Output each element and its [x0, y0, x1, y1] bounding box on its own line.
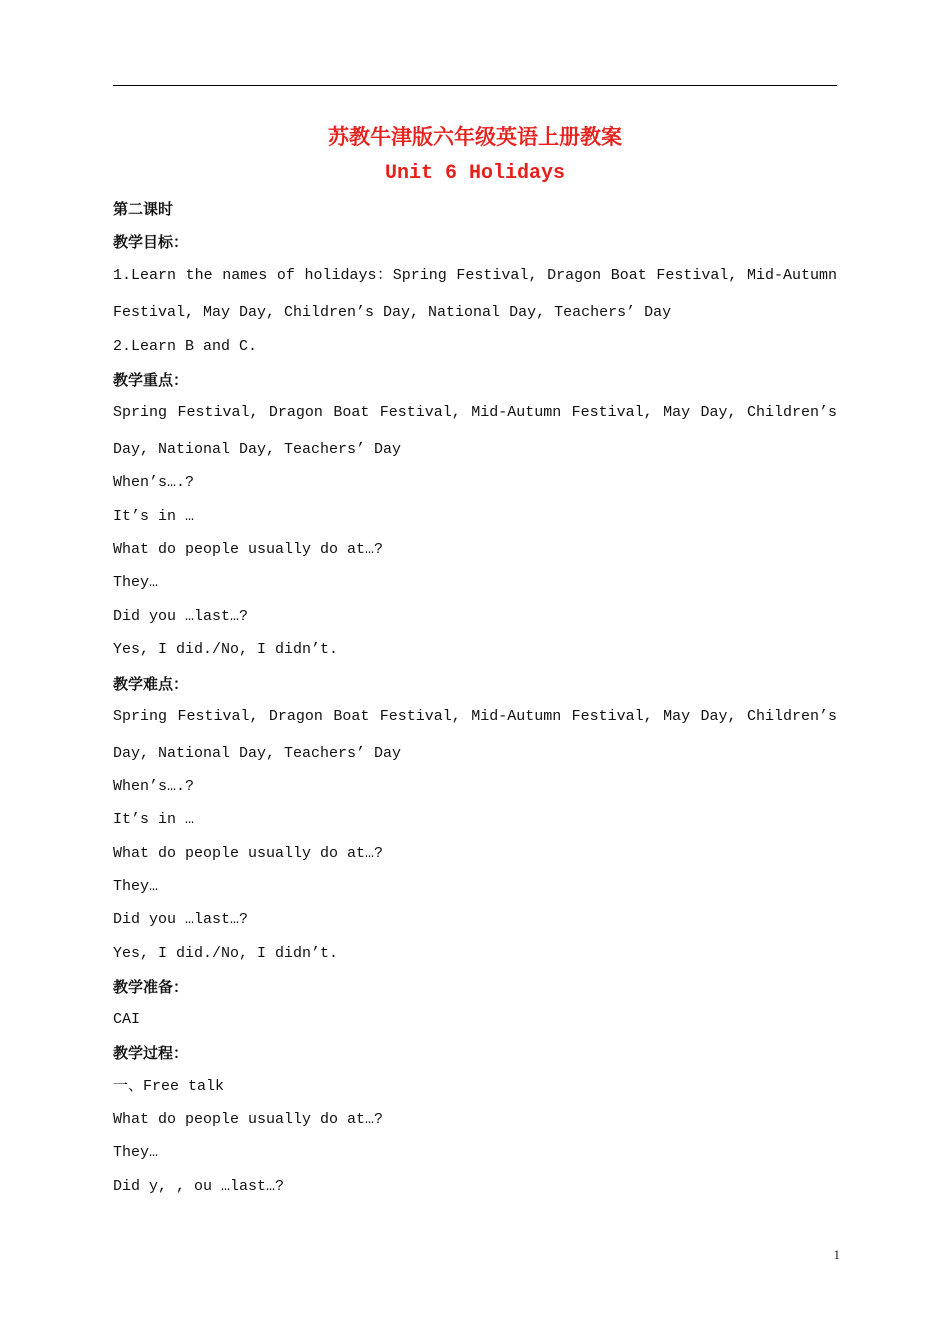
process-line: Did y, , ou …last…?	[113, 1178, 285, 1195]
difficulties-line: It’s in …	[113, 811, 195, 828]
difficulties-heading: 教学难点：	[113, 675, 189, 693]
difficulties-line: When’s….?	[113, 778, 195, 795]
process-line: 一、Free talk	[113, 1078, 225, 1095]
key-points-line: Spring Festival, Dragon Boat Festival, Mid-Autumn Festival, May Day, Children’s	[113, 404, 837, 421]
objectives-line: 2.Learn B and C.	[113, 338, 258, 355]
preparation-text: CAI	[113, 1011, 141, 1028]
objectives-line: 1.Learn the names of holidays：Spring Festival, Dragon Boat Festival, Mid-Autumn	[113, 267, 837, 284]
document-title-cn: 苏教牛津版六年级英语上册教案	[328, 125, 622, 149]
process-heading: 教学过程：	[113, 1044, 189, 1062]
difficulties-line: Yes, I did./No, I didn’t.	[113, 945, 339, 962]
document-title-en: Unit 6 Holidays	[384, 162, 566, 185]
difficulties-line: Did you …last…?	[113, 911, 249, 928]
key-points-line: It’s in …	[113, 508, 195, 525]
key-points-line: Did you …last…?	[113, 608, 249, 625]
objectives-line: Festival, May Day, Children’s Day, National Day, Teachers’ Day	[113, 304, 672, 321]
key-points-line: Yes, I did./No, I didn’t.	[113, 641, 339, 658]
key-points-heading: 教学重点：	[113, 371, 189, 389]
preparation-heading: 教学准备：	[113, 978, 189, 996]
difficulties-line: Spring Festival, Dragon Boat Festival, Mid-Autumn Festival, May Day, Children’s	[113, 708, 837, 725]
key-points-line: When’s….?	[113, 474, 195, 491]
key-points-line: Day, National Day, Teachers’ Day	[113, 441, 402, 458]
process-line: They…	[113, 1144, 159, 1161]
difficulties-line: What do people usually do at…?	[113, 845, 384, 862]
objectives-heading: 教学目标：	[113, 233, 189, 251]
header-rule	[113, 85, 837, 86]
process-line: What do people usually do at…?	[113, 1111, 384, 1128]
key-points-line: What do people usually do at…?	[113, 541, 384, 558]
difficulties-line: Day, National Day, Teachers’ Day	[113, 745, 402, 762]
page-number: 1	[833, 1247, 840, 1262]
difficulties-line: They…	[113, 878, 159, 895]
key-points-line: They…	[113, 574, 159, 591]
lesson-label: 第二课时	[113, 200, 174, 218]
